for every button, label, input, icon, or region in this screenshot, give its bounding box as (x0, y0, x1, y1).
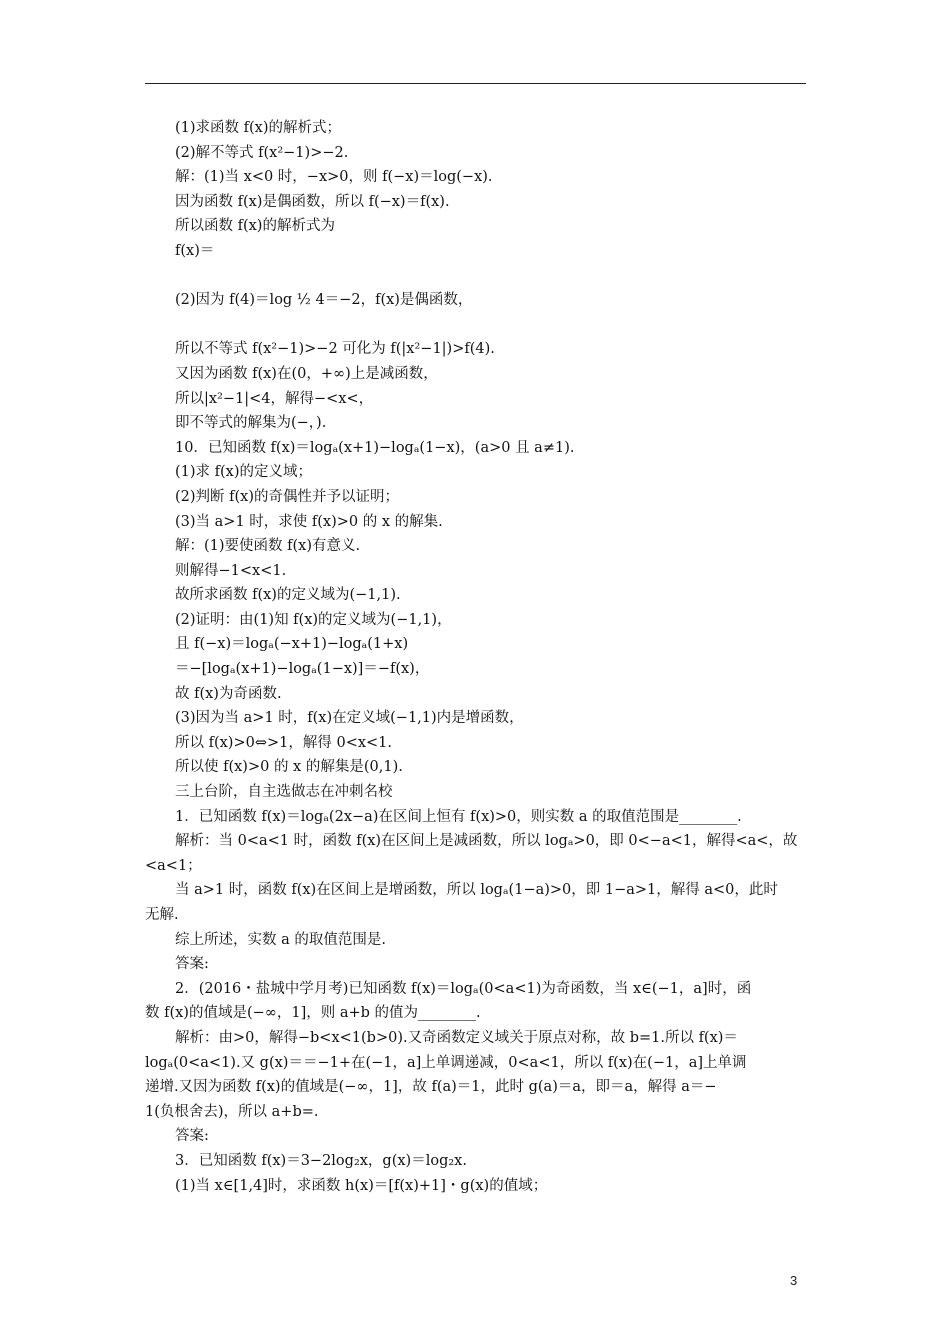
text-line: 因为函数 f(x)是偶函数，所以 f(−x)＝f(x). (175, 193, 450, 210)
text-line: (1)求 f(x)的定义域； (175, 464, 313, 481)
text-line: 三上台阶，自主选做志在冲刺名校 (175, 784, 393, 801)
text-line: (3)当 a>1 时，求使 f(x)>0 的 x 的解集. (175, 513, 443, 530)
text-line: 2．(2016・盐城中学月考)已知函数 f(x)＝logₐ(0<a<1)为奇函数，当 x∈(−1，a]时，函 (175, 980, 752, 997)
text-line: 解：(1)当 x<0 时，−x>0，则 f(−x)＝log(−x). (175, 169, 493, 186)
text-line: (2)判断 f(x)的奇偶性并予以证明； (175, 488, 400, 505)
text-line: 所以 f(x)>0⇔>1，解得 0<x<1. (175, 734, 393, 751)
text-line (145, 313, 807, 338)
text-line: 解析：由>0，解得−b<x<1(b>0).又奇函数定义域关于原点对称，故 b=1.所以 f(x)＝ (175, 1029, 738, 1046)
text-line: (2)因为 f(4)＝log ½ 4＝−2，f(x)是偶函数， (175, 292, 473, 309)
document-body (145, 116, 807, 1198)
text-line: 即不等式的解集为(−，). (175, 415, 327, 432)
text-line: 10．已知函数 f(x)＝logₐ(x+1)−logₐ(1−x)，(a>0 且 a≠1). (175, 439, 575, 456)
text-line: 所以使 f(x)>0 的 x 的解集是(0,1). (175, 759, 403, 776)
text-line: 3．已知函数 f(x)＝3−2log₂x，g(x)＝log₂x. (175, 1152, 467, 1169)
text-line: 故所求函数 f(x)的定义域为(−1,1). (175, 587, 401, 604)
text-line: <a<1； (145, 857, 202, 874)
text-line: (1)当 x∈[1,4]时，求函数 h(x)＝[f(x)+1]・g(x)的值域； (175, 1177, 548, 1194)
text-line: 答案: (175, 956, 209, 973)
text-line: (2)证明：由(1)知 f(x)的定义域为(−1,1)， (175, 611, 452, 628)
text-line: 1(负根舍去)，所以 a+b=. (145, 1103, 319, 1120)
text-line: 且 f(−x)＝logₐ(−x+1)−logₐ(1+x) (175, 636, 409, 653)
text-line: logₐ(0<a<1).又 g(x)＝＝−1+在(−1，a]上单调递减，0<a<1，所以 f(x)在(−1，a]上单调 (145, 1054, 747, 1071)
text-line: (3)因为当 a>1 时，f(x)在定义域(−1,1)内是增函数， (175, 710, 524, 727)
text-line (145, 264, 807, 289)
text-line: 递增.又因为函数 f(x)的值域是(−∞，1]，故 f(a)＝1，此时 g(a)＝a，即＝a，解得 a＝− (145, 1079, 717, 1096)
text-line: 所以函数 f(x)的解析式为 (175, 218, 335, 235)
text-line: 当 a>1 时，函数 f(x)在区间上是增函数，所以 logₐ(1−a)>0，即 1−a>1，解得 a<0，此时 (175, 882, 778, 899)
text-line: (1)求函数 f(x)的解析式； (175, 120, 342, 136)
header-rule (145, 83, 806, 84)
text-line: 1．已知函数 f(x)＝logₐ(2x−a)在区间上恒有 f(x)>0，则实数 a 的取值范围是________. (175, 808, 742, 825)
text-line: 解：(1)要使函数 f(x)有意义. (175, 538, 361, 555)
text-line: f(x)＝ (175, 242, 215, 259)
page-number: 3 (790, 1273, 798, 1288)
text-line: 数 f(x)的值域是(−∞，1]，则 a+b 的值为________. (145, 1005, 481, 1022)
text-line: 答案: (175, 1128, 209, 1145)
text-line: 所以|x²−1|<4，解得−<x<， (175, 390, 374, 407)
text-line: 无解. (145, 907, 179, 923)
text-line: ＝−[logₐ(x+1)−logₐ(1−x)]＝−f(x)， (175, 661, 430, 678)
text-line: 则解得−1<x<1. (175, 562, 287, 579)
text-line: 故 f(x)为奇函数. (175, 685, 282, 702)
text-line: 所以不等式 f(x²−1)>−2 可化为 f(|x²−1|)>f(4). (175, 341, 495, 358)
text-line: 又因为函数 f(x)在(0，+∞)上是减函数， (175, 365, 438, 382)
text-line: 解析：当 0<a<1 时，函数 f(x)在区间上是减函数，所以 logₐ>0，即 0<−a<1，解得<a<，故 (175, 833, 798, 850)
text-line: (2)解不等式 f(x²−1)>−2. (175, 144, 349, 161)
text-line: 综上所述，实数 a 的取值范围是. (175, 931, 386, 948)
